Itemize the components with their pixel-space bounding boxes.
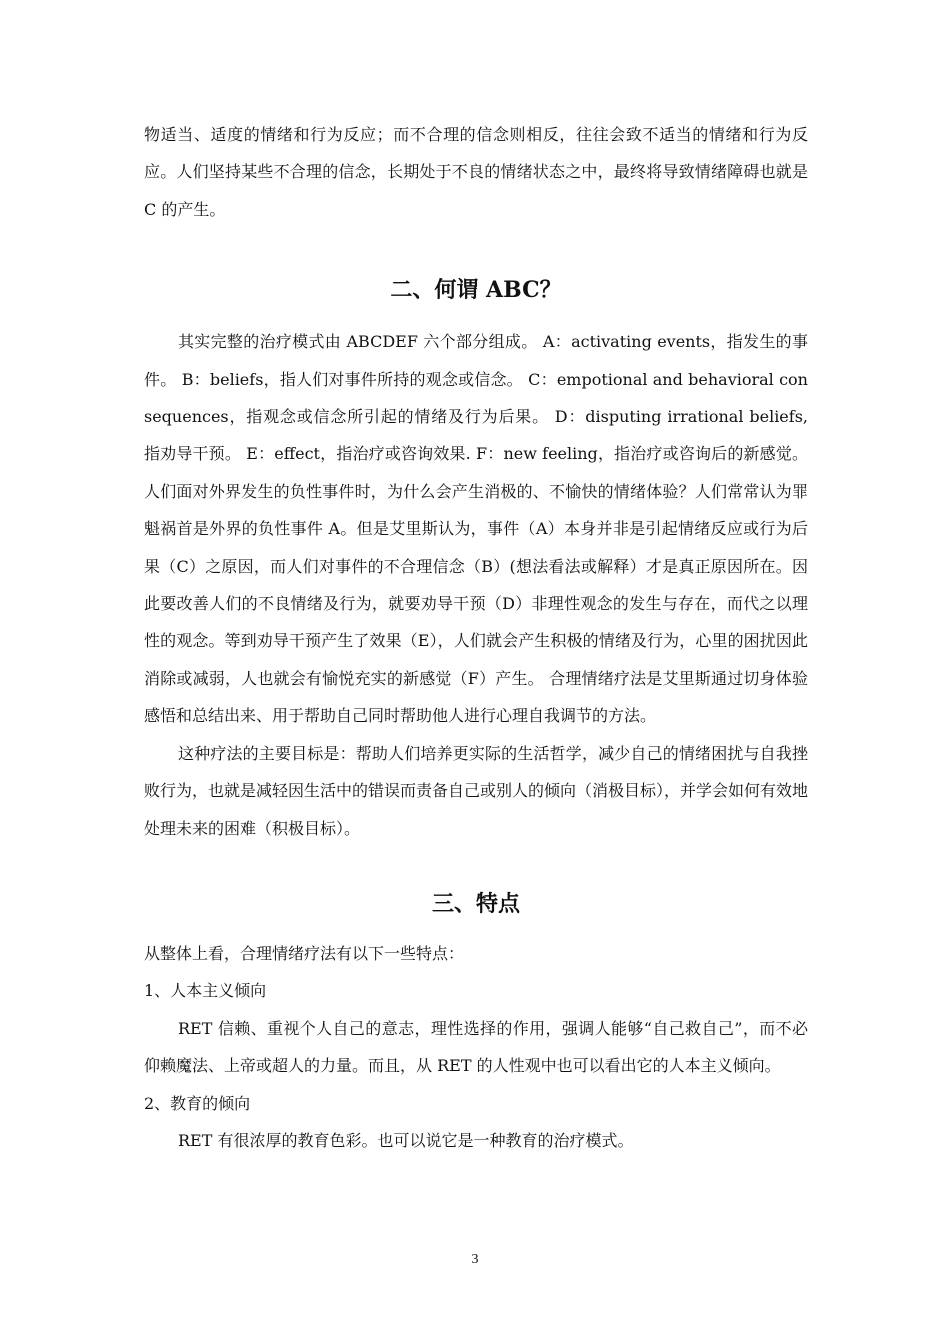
list-item-humanism: 1、人本主义倾向 — [144, 981, 267, 1001]
page-number: 3 — [471, 1252, 479, 1267]
paragraph-education: RET 有很浓厚的教育色彩。也可以说它是一种教育的治疗模式。 — [178, 1130, 634, 1150]
section-heading-abc: 二、何谓 ABC？ — [390, 277, 562, 304]
paragraph-abcdef-model: 其实完整的治疗模式由 ABCDEF 六个部分组成。 A：activating events，指发生的事件。 B：beliefs，指人们对事件所持的观念或信念。 C：empotional and behavioral consequences，指观念或信念所引起的情绪及行为后果。 D：disputing irrational beliefs, 指劝导干预。 E：effect，指治疗或咨询效果. F：new feeling，指治疗或咨询后的新感觉。 人们面对外界发生的负性事件时，为什么会产生消极的、不愉快的情绪体验？人们常常认为罪魁祸首是外界的负性事件 A。但是艾里斯认为，事件（A）本身并非是引起情绪反应或行为后果（C）之原因，而人们对事件的不合理信念（B）(想法看法或解释）才是真正原因所在。因此要改善人们的不良情绪及行为，就要劝导干预（D）非理性观念的发生与存在，而代之以理性的观念。等到劝导干预产生了效果（E），人们就会产生积极的情绪及行为，心里的困扰因此消除或减弱，人也就会有愉悦充实的新感觉（F）产生。 合理情绪疗法是艾里斯通过切身体验感悟和总结出来、用于帮助自己同时帮助他人进行心理自我调节的方法。 — [144, 332, 808, 726]
paragraph-therapy-goals: 这种疗法的主要目标是：帮助人们培养更实际的生活哲学，减少自己的情绪困扰与自我挫败行为，也就是减轻因生活中的错误而责备自己或别人的倾向（消极目标），并学会如何有效地处理未来的困难（积极目标）。 — [144, 743, 809, 838]
list-item-education: 2、教育的倾向 — [144, 1093, 251, 1113]
paragraph-features-intro: 从整体上看，合理情绪疗法有以下一些特点： — [144, 943, 465, 963]
page-content — [144, 116, 808, 1159]
section-heading-features: 三、特点 — [431, 890, 520, 917]
paragraph-belief-consequences: 物适当、适度的情绪和行为反应；而不合理的信念则相反，往往会致不适当的情绪和行为反应。人们坚持某些不合理的信念，长期处于不良的情绪状态之中，最终将导致情绪障碍也就是 C 的产生。 — [144, 125, 808, 219]
paragraph-humanism: RET 信赖、重视个人自己的意志，理性选择的作用，强调人能够“自己救自己”，而不必仰赖魔法、上帝或超人的力量。而且，从 RET 的人性观中也可以看出它的人本主义倾向。 — [144, 1018, 808, 1076]
